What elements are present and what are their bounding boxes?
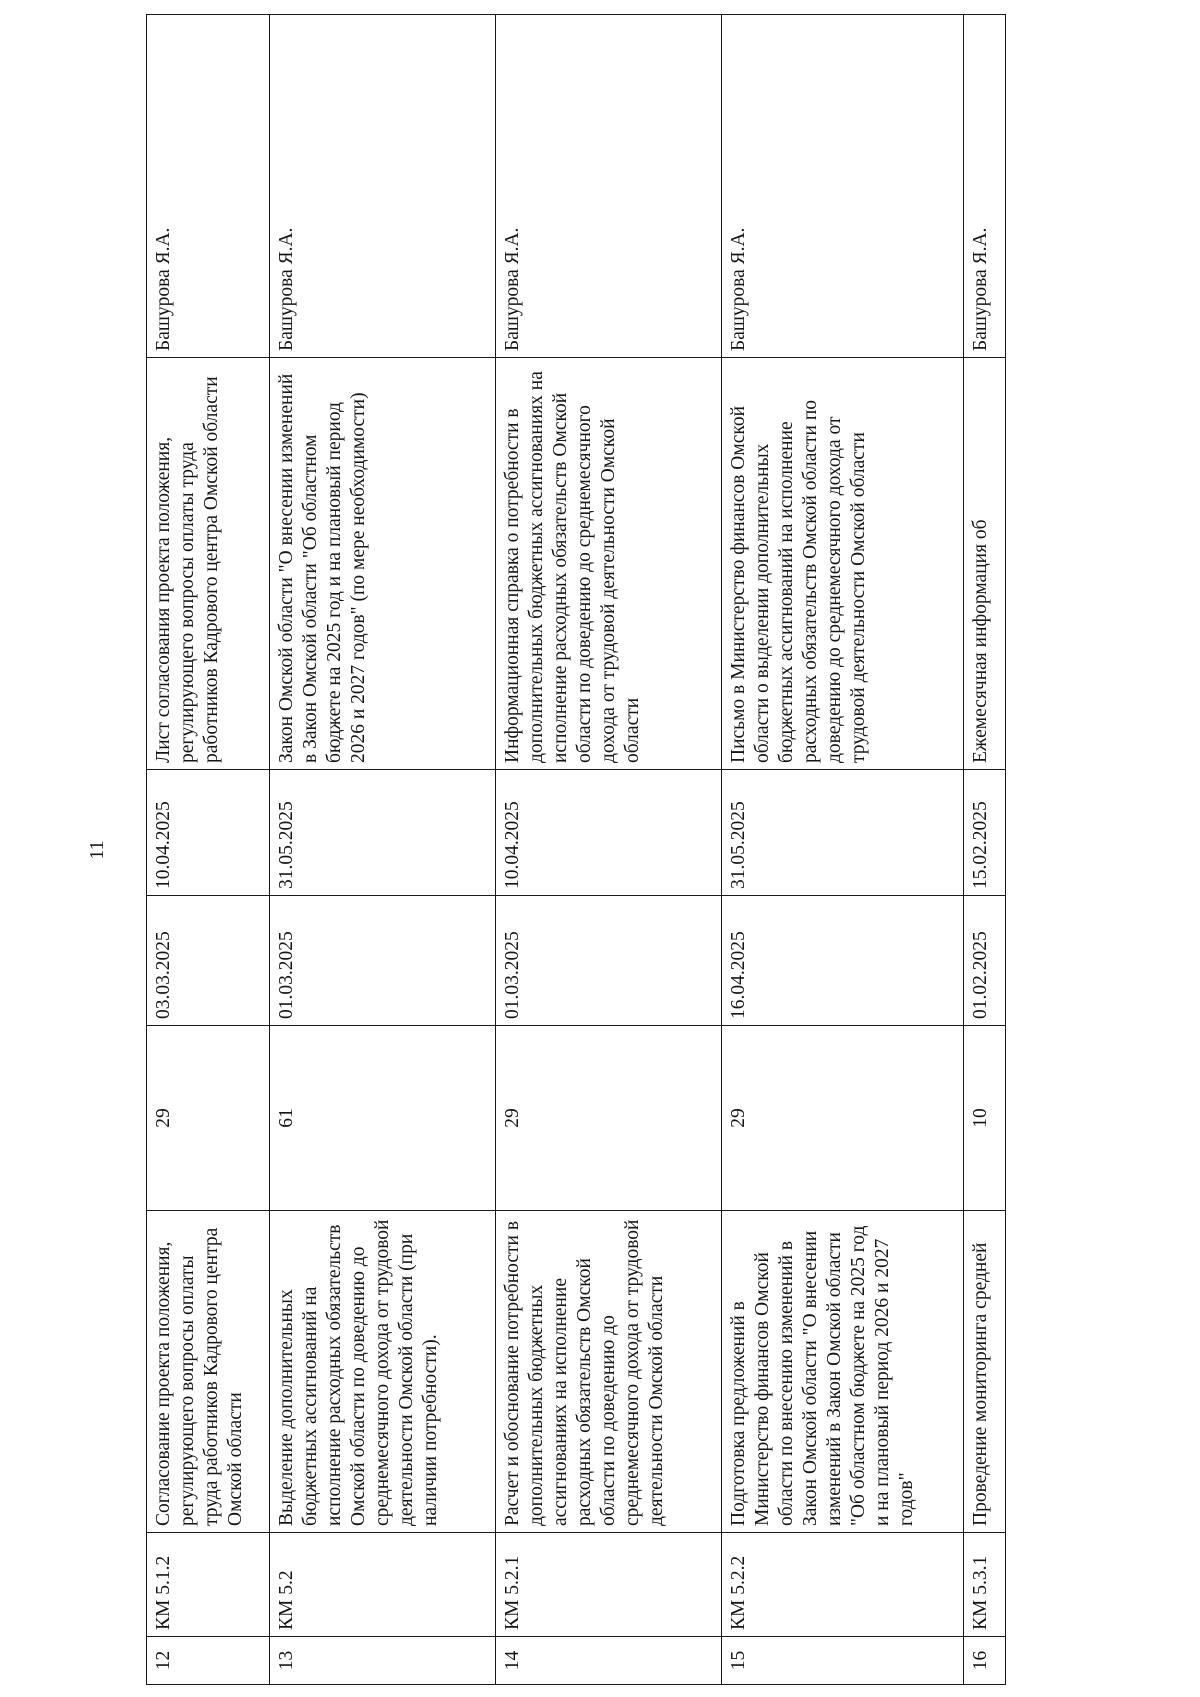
start-date: 01.03.2025	[270, 896, 496, 1026]
duration: 29	[496, 1026, 722, 1211]
row-number: 14	[496, 1637, 722, 1685]
duration: 61	[270, 1026, 496, 1211]
responsible-person: Башурова Я.А.	[722, 15, 964, 358]
responsible-person: Башурова Я.А.	[147, 15, 270, 358]
table-row	[722, 15, 964, 1685]
row-number: 16	[964, 1637, 1006, 1685]
table-row	[147, 15, 270, 1685]
result-document: Информационная справка о потребности в дополнительных бюджетных ассигнованиях на исполнение расходных обязательств Омской области по доведению до среднемесячного дохода от трудовой деятельности Омской области	[496, 358, 722, 770]
start-date: 16.04.2025	[722, 896, 964, 1026]
start-date: 03.03.2025	[147, 896, 270, 1026]
control-point-code: КМ 5.2	[270, 1533, 496, 1637]
table-row	[496, 15, 722, 1685]
event-name: Подготовка предложений в Министерство финансов Омской области по внесению изменений в Закон Омской области "О внесении изменений в Закон Омской области "Об областном бюджете на 2025 год и на плановый период 2026 и 2027 годов"	[722, 1211, 964, 1533]
start-date: 01.02.2025	[964, 896, 1006, 1026]
result-document: Ежемесячная информация об	[964, 358, 1006, 770]
table-row	[964, 15, 1006, 1685]
event-name: Расчет и обоснование потребности в дополнительных бюджетных ассигнованиях на исполнение расходных обязательств Омской области по доведению до среднемесячного дохода от трудовой деятельности Омской области	[496, 1211, 722, 1533]
end-date: 10.04.2025	[496, 770, 722, 896]
duration: 10	[964, 1026, 1006, 1211]
rotated-table-wrapper	[146, 15, 1106, 1685]
event-name: Согласование проекта положения, регулирующего вопросы оплаты труда работников Кадрового центра Омской области	[147, 1211, 270, 1533]
page-number: 11	[86, 840, 108, 860]
start-date: 01.03.2025	[496, 896, 722, 1026]
control-point-code: КМ 5.2.2	[722, 1533, 964, 1637]
responsible-person: Башурова Я.А.	[270, 15, 496, 358]
control-point-code: КМ 5.3.1	[964, 1533, 1006, 1637]
control-point-code: КМ 5.1.2	[147, 1533, 270, 1637]
end-date: 15.02.2025	[964, 770, 1006, 896]
table-row	[270, 15, 496, 1685]
responsible-person: Башурова Я.А.	[964, 15, 1006, 358]
row-number: 13	[270, 1637, 496, 1685]
result-document: Лист согласования проекта положения, регулирующего вопросы оплаты труда работников Кадрового центра Омской области	[147, 358, 270, 770]
responsible-person: Башурова Я.А.	[496, 15, 722, 358]
row-number: 15	[722, 1637, 964, 1685]
result-document: Письмо в Министерство финансов Омской области о выделении дополнительных бюджетных ассигнований на исполнение расходных обязательств Омской области по доведению до среднемесячного дохода от трудовой деятельности Омской области	[722, 358, 964, 770]
duration: 29	[722, 1026, 964, 1211]
end-date: 10.04.2025	[147, 770, 270, 896]
event-name: Выделение дополнительных бюджетных ассигнований на исполнение расходных обязательств Омской области по доведению до среднемесячного дохода от трудовой деятельности Омской области (при наличии потребности).	[270, 1211, 496, 1533]
end-date: 31.05.2025	[270, 770, 496, 896]
event-name: Проведение мониторинга средней	[964, 1211, 1006, 1533]
result-document: Закон Омской области "О внесении изменений в Закон Омской области "Об областном бюджете на 2025 год и на плановый период 2026 и 2027 годов" (по мере необходимости)	[270, 358, 496, 770]
end-date: 31.05.2025	[722, 770, 964, 896]
schedule-table	[146, 14, 1006, 1685]
row-number: 12	[147, 1637, 270, 1685]
control-point-code: КМ 5.2.1	[496, 1533, 722, 1637]
duration: 29	[147, 1026, 270, 1211]
